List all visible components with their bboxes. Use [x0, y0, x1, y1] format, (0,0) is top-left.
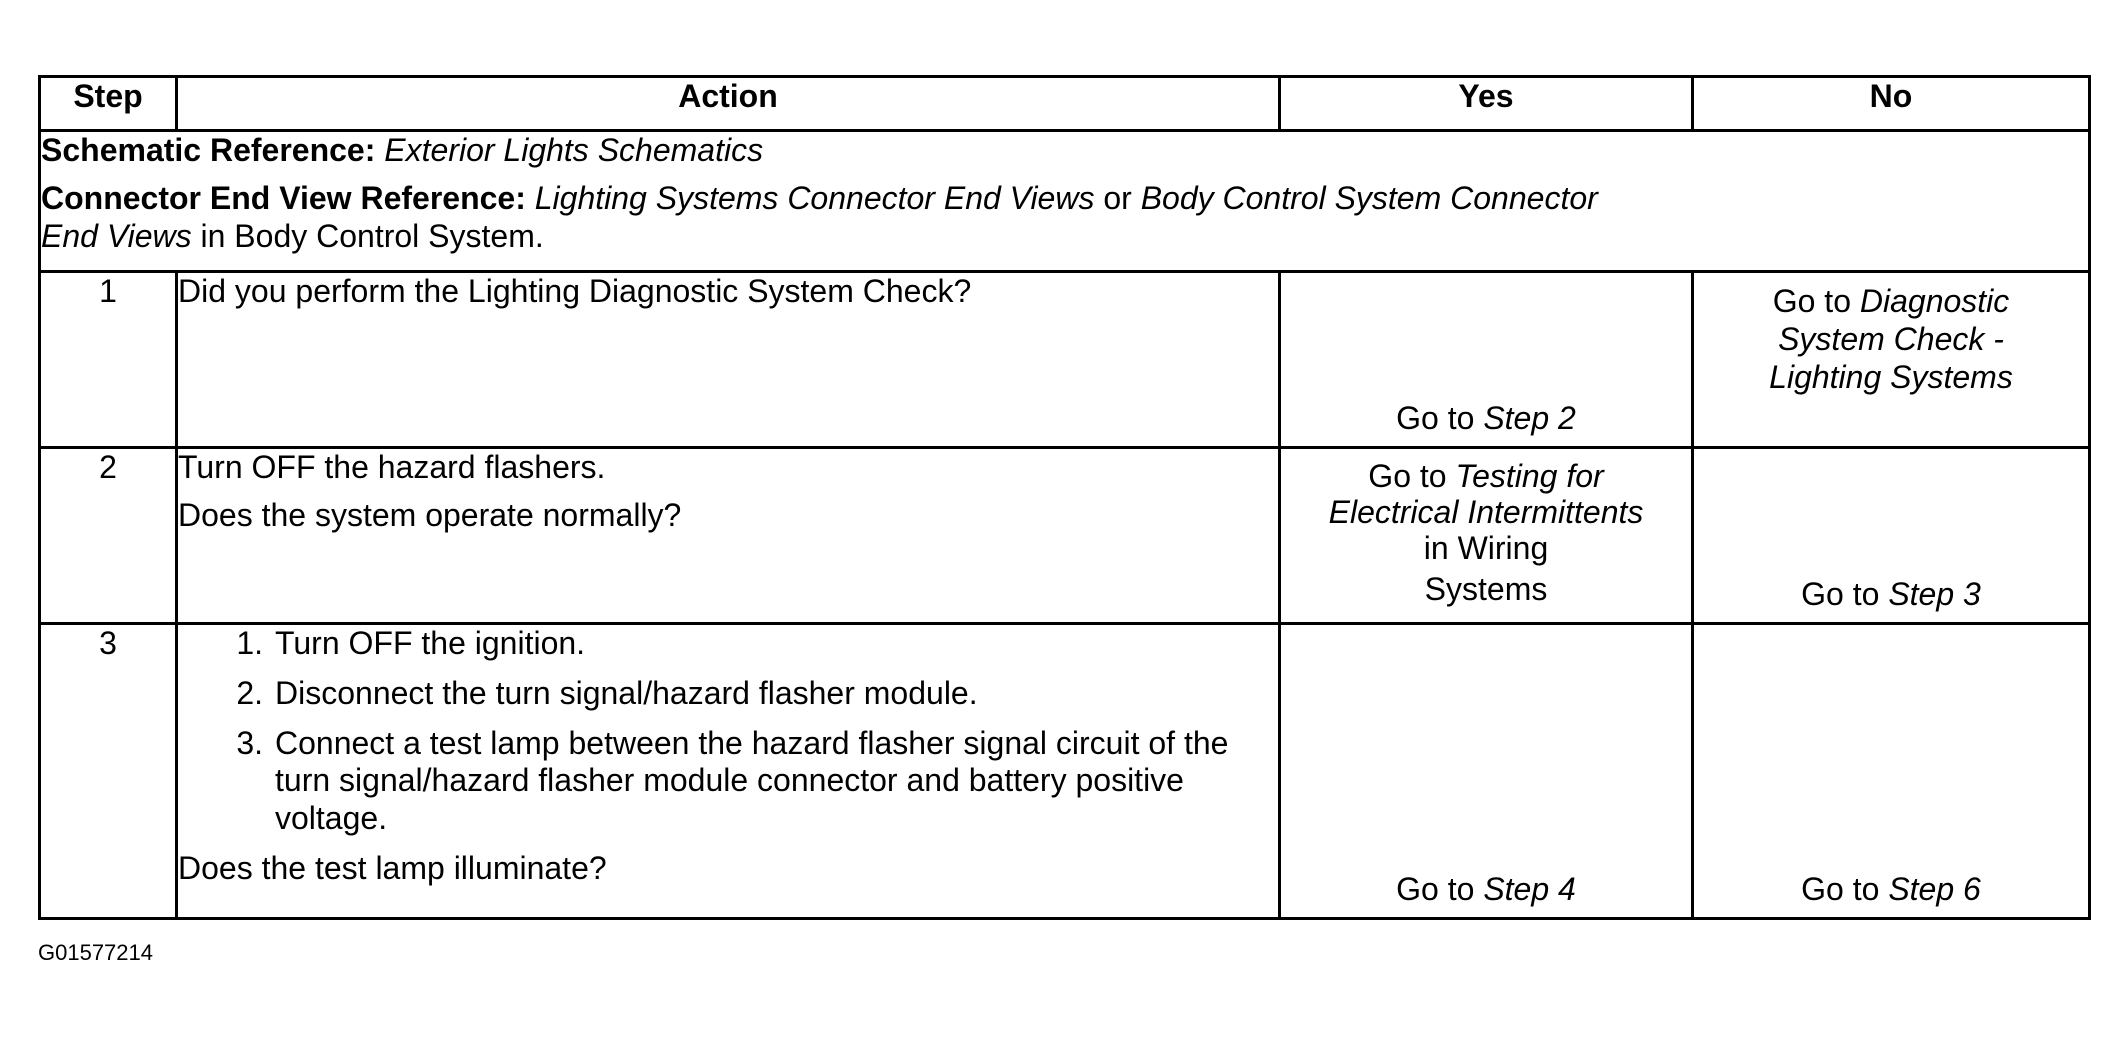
- yes-goto: [1281, 871, 1691, 909]
- connector-reference-link-2-cont[interactable]: End Views: [41, 217, 192, 254]
- no-link-system-check[interactable]: System Check -: [1778, 320, 2004, 357]
- yes-suffix-systems: Systems: [1424, 571, 1548, 608]
- table-header-row: [40, 77, 2090, 131]
- no-cell: [1693, 624, 2090, 919]
- header-yes: Yes: [1280, 77, 1693, 131]
- diagnostic-table: [38, 75, 2091, 920]
- no-step-link[interactable]: Step 3: [1888, 576, 1981, 613]
- connector-reference-suffix: in Body Control System.: [200, 217, 544, 254]
- schematic-reference-link[interactable]: Exterior Lights Schematics: [384, 132, 764, 168]
- no-link-diagnostic[interactable]: Diagnostic: [1859, 283, 2010, 319]
- schematic-reference: [41, 132, 2088, 170]
- connector-reference-link-2[interactable]: Body Control System Connector: [1140, 179, 1598, 216]
- step-number: 3: [40, 624, 177, 919]
- connector-reference: [41, 180, 2088, 256]
- yes-cell: [1280, 624, 1693, 919]
- header-action: Action: [177, 77, 1280, 131]
- list-item: [178, 625, 1278, 663]
- substep-text: Connect a test lamp between the hazard flasher signal circuit of the turn signal/hazard flasher module connector and battery positive voltage.: [275, 724, 1229, 836]
- substep-text: Turn OFF the ignition.: [275, 625, 586, 661]
- action-cell: [177, 624, 1280, 919]
- yes-link-intermittents[interactable]: Electrical Intermittents: [1328, 493, 1644, 530]
- no-cell: [1693, 448, 2090, 624]
- yes-cell: [1280, 448, 1693, 624]
- no-prefix: Go to: [1801, 576, 1880, 613]
- header-step: Step: [40, 77, 177, 131]
- yes-goto: [1281, 400, 1691, 438]
- yes-link-testing[interactable]: Testing for: [1455, 458, 1604, 494]
- yes-suffix-wiring: in Wiring: [1423, 529, 1549, 566]
- connector-reference-or: or: [1103, 179, 1132, 216]
- yes-cell: [1280, 272, 1693, 448]
- action-cell: [177, 448, 1280, 624]
- schematic-reference-label: Schematic Reference:: [41, 132, 376, 168]
- table-row-step-2: [40, 448, 2090, 624]
- figure-id: G01577214: [38, 940, 153, 965]
- substep-number: 2.: [236, 674, 263, 711]
- action-question: Does the system operate normally?: [178, 496, 682, 533]
- no-cell: [1693, 272, 2090, 448]
- no-prefix: Go to: [1772, 283, 1851, 319]
- no-step-link[interactable]: Step 6: [1888, 871, 1981, 908]
- yes-goto: [1281, 449, 1691, 608]
- list-item: [178, 675, 1278, 713]
- header-no: No: [1693, 77, 2090, 131]
- step-number: 1: [40, 272, 177, 448]
- action-question: Did you perform the Lighting Diagnostic System Check?: [178, 273, 972, 309]
- action-question: Does the test lamp illuminate?: [178, 849, 607, 886]
- no-prefix: Go to: [1801, 871, 1880, 908]
- step-number: 2: [40, 448, 177, 624]
- substep-number: 3.: [236, 724, 263, 761]
- table-row-step-1: [40, 272, 2090, 448]
- reference-cell: [40, 131, 2090, 272]
- no-goto: [1694, 871, 2088, 909]
- substep-text: Disconnect the turn signal/hazard flasher module.: [275, 674, 978, 711]
- list-item: [178, 725, 1278, 838]
- substep-number: 1.: [236, 625, 263, 661]
- yes-prefix: Go to: [1368, 458, 1447, 494]
- yes-step-link[interactable]: Step 4: [1483, 871, 1576, 908]
- connector-reference-link-1[interactable]: Lighting Systems Connector End Views: [534, 179, 1095, 216]
- reference-row: [40, 131, 2090, 272]
- yes-prefix: Go to: [1396, 871, 1475, 908]
- substep-list: [178, 625, 1278, 838]
- action-instruction: Turn OFF the hazard flashers.: [178, 449, 606, 485]
- yes-step-link[interactable]: Step 2: [1483, 400, 1576, 437]
- no-goto: [1694, 273, 2088, 396]
- no-goto: [1694, 576, 2088, 614]
- no-link-lighting-systems[interactable]: Lighting Systems: [1769, 358, 2013, 395]
- yes-prefix: Go to: [1396, 400, 1475, 437]
- action-cell: [177, 272, 1280, 448]
- connector-reference-label: Connector End View Reference:: [41, 179, 526, 216]
- table-row-step-3: [40, 624, 2090, 919]
